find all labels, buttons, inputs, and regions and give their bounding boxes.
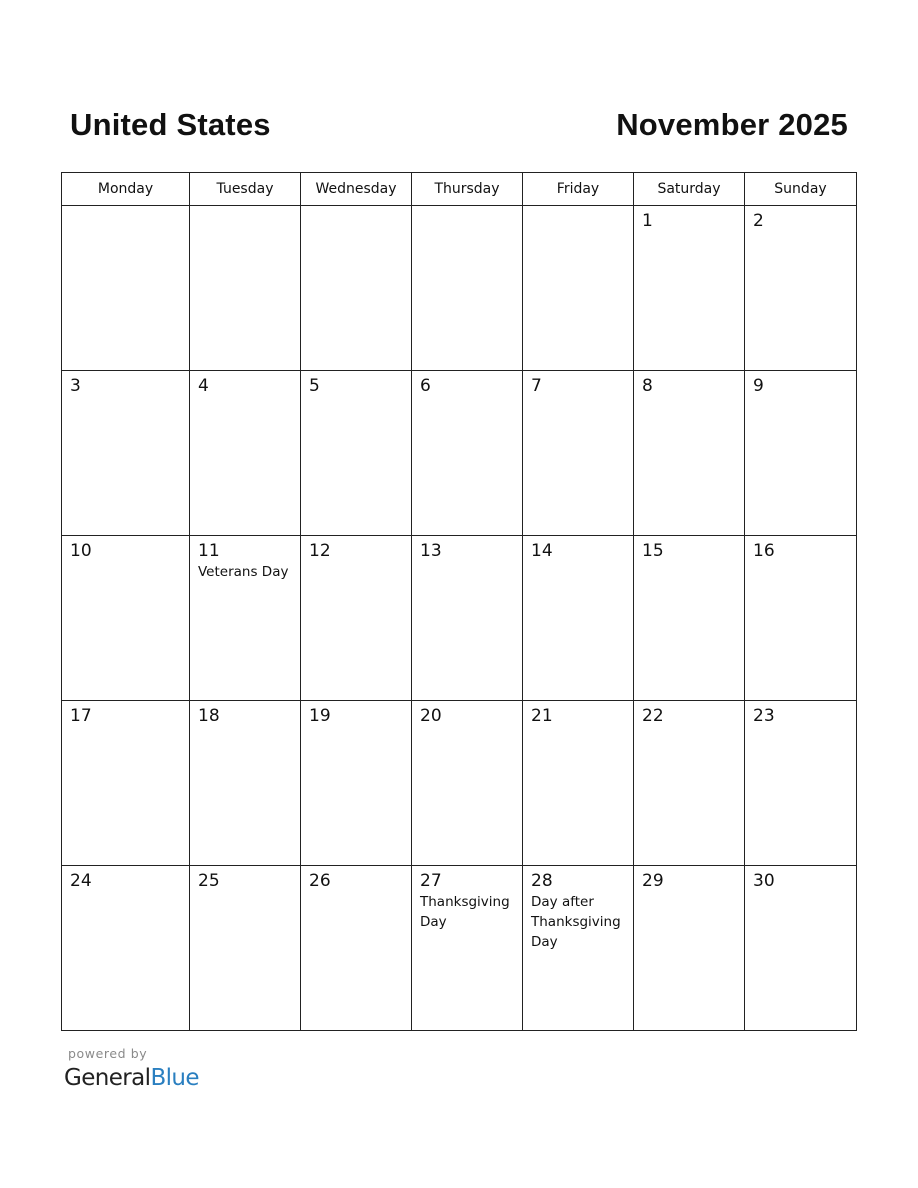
weekday-sunday: Sunday [745, 173, 857, 206]
day-cell [634, 701, 745, 866]
day-cell [62, 536, 190, 701]
empty-day-cell [301, 206, 412, 371]
day-number: 17 [70, 706, 92, 726]
empty-day-cell [190, 206, 301, 371]
day-number: 20 [420, 706, 442, 726]
day-number: 14 [531, 541, 553, 561]
day-cell [301, 371, 412, 536]
day-number: 21 [531, 706, 553, 726]
day-cell [412, 701, 523, 866]
day-number: 9 [753, 376, 764, 396]
weekday-saturday: Saturday [634, 173, 745, 206]
weekday-monday: Monday [62, 173, 190, 206]
day-number: 1 [642, 211, 653, 231]
day-cell [745, 866, 857, 1031]
day-number: 25 [198, 871, 220, 891]
day-number: 22 [642, 706, 664, 726]
footer-branding [64, 1046, 199, 1092]
day-cell [62, 371, 190, 536]
day-cell [745, 206, 857, 371]
month-calendar-grid [61, 172, 857, 1031]
day-cell [190, 701, 301, 866]
month-year-title: November 2025 [616, 107, 848, 142]
day-number: 29 [642, 871, 664, 891]
empty-day-cell [523, 206, 634, 371]
day-number: 8 [642, 376, 653, 396]
day-cell [634, 371, 745, 536]
logo-general-text: General [64, 1065, 151, 1091]
day-cell [634, 206, 745, 371]
empty-day-cell [62, 206, 190, 371]
day-cell [190, 371, 301, 536]
day-cell [523, 866, 634, 1031]
calendar-header [70, 104, 848, 148]
weekday-thursday: Thursday [412, 173, 523, 206]
day-cell [301, 866, 412, 1031]
day-number: 30 [753, 871, 775, 891]
day-cell [634, 866, 745, 1031]
logo-blue-text: Blue [150, 1065, 199, 1091]
day-number: 23 [753, 706, 775, 726]
day-cell [190, 536, 301, 701]
day-number: 2 [753, 211, 764, 231]
day-number: 7 [531, 376, 542, 396]
day-number: 26 [309, 871, 331, 891]
holiday-label: Day after Thanksgiving Day [531, 894, 621, 950]
day-cell [523, 701, 634, 866]
day-number: 3 [70, 376, 81, 396]
country-title: United States [70, 107, 271, 142]
holiday-label: Veterans Day [198, 564, 289, 580]
day-number: 12 [309, 541, 331, 561]
day-number: 5 [309, 376, 320, 396]
day-number: 19 [309, 706, 331, 726]
day-cell [523, 371, 634, 536]
weekday-wednesday: Wednesday [301, 173, 412, 206]
day-number: 27 [420, 871, 442, 891]
week-row [62, 536, 857, 701]
day-number: 6 [420, 376, 431, 396]
day-number: 15 [642, 541, 664, 561]
weekday-tuesday: Tuesday [190, 173, 301, 206]
day-cell [523, 536, 634, 701]
day-number: 11 [198, 541, 220, 561]
calendar-body [62, 206, 857, 1031]
powered-by-text: powered by [68, 1046, 148, 1061]
day-cell [412, 536, 523, 701]
generalblue-logo[interactable] [64, 1064, 199, 1092]
weekday-friday: Friday [523, 173, 634, 206]
empty-day-cell [412, 206, 523, 371]
day-cell [745, 536, 857, 701]
week-row [62, 371, 857, 536]
week-row [62, 866, 857, 1031]
day-number: 10 [70, 541, 92, 561]
week-row [62, 701, 857, 866]
day-cell [412, 866, 523, 1031]
day-cell [301, 536, 412, 701]
day-cell [745, 371, 857, 536]
day-number: 16 [753, 541, 775, 561]
day-cell [190, 866, 301, 1031]
day-number: 24 [70, 871, 92, 891]
day-cell [62, 866, 190, 1031]
day-cell [301, 701, 412, 866]
day-number: 28 [531, 871, 553, 891]
day-cell [412, 371, 523, 536]
day-number: 18 [198, 706, 220, 726]
week-row [62, 206, 857, 371]
day-number: 4 [198, 376, 209, 396]
day-cell [62, 701, 190, 866]
day-cell [745, 701, 857, 866]
holiday-label: Thanksgiving Day [420, 894, 510, 930]
weekday-header-row [62, 173, 857, 206]
day-number: 13 [420, 541, 442, 561]
day-cell [634, 536, 745, 701]
